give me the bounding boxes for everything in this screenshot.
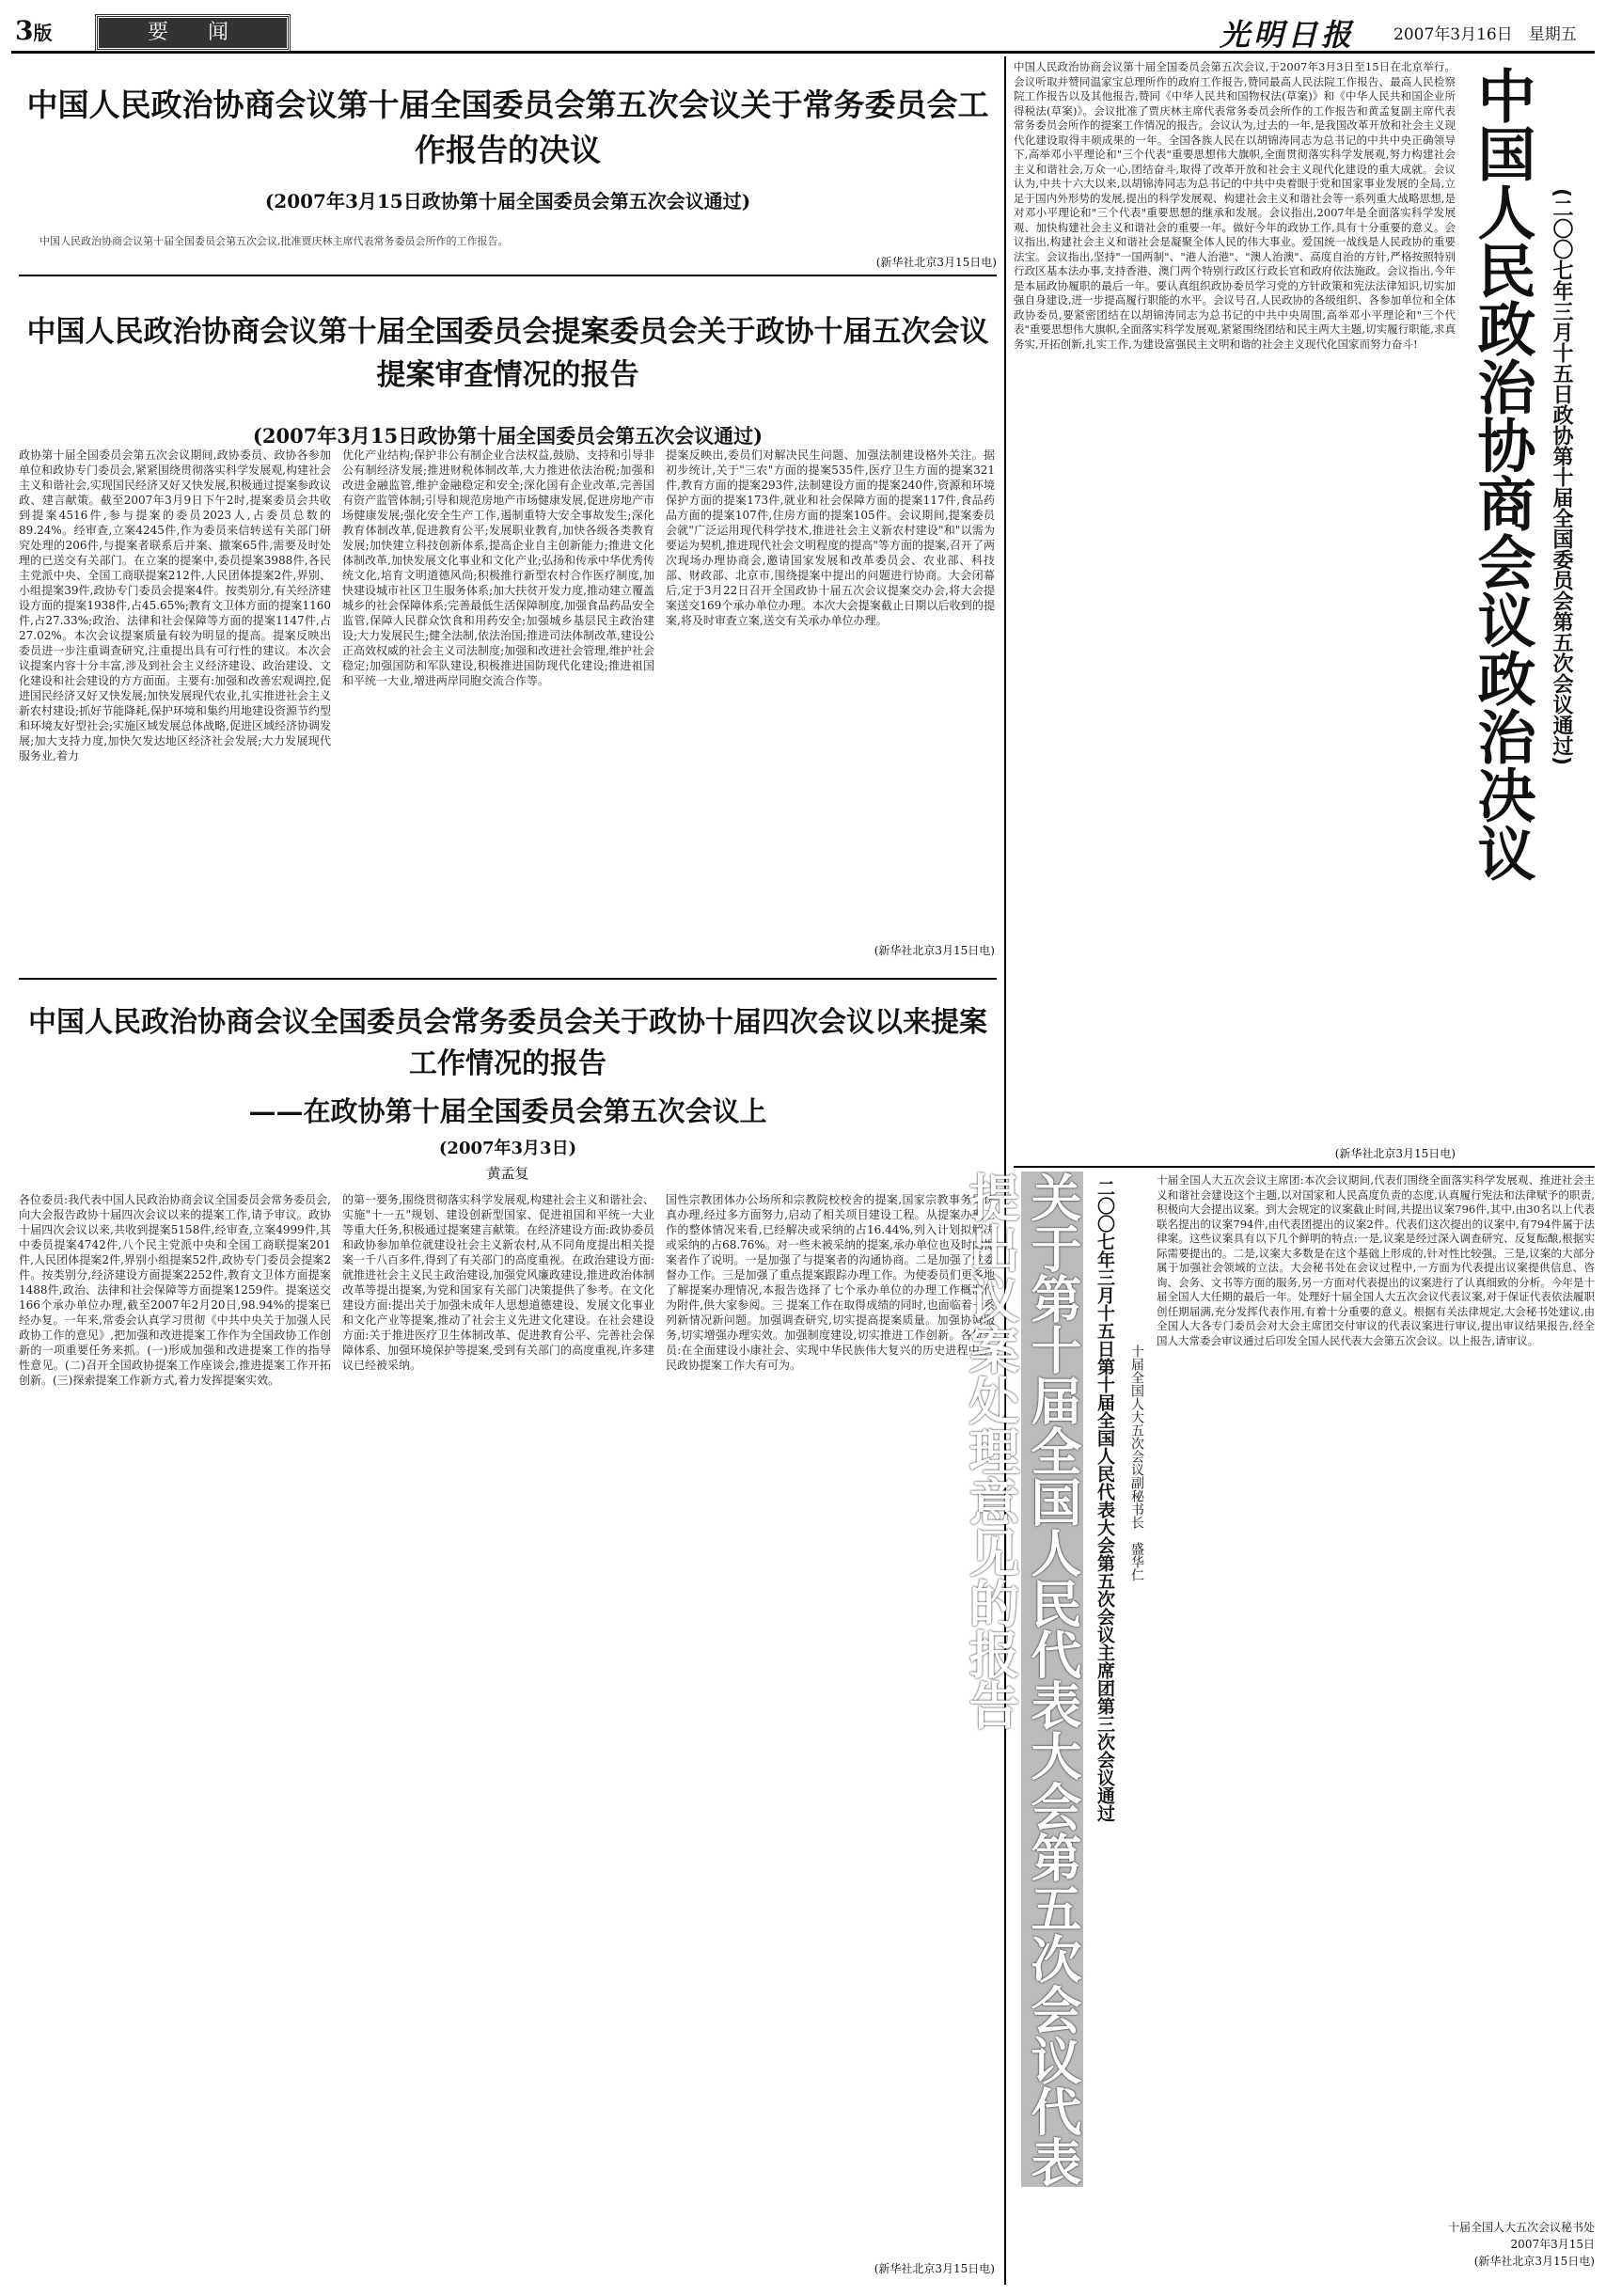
article-political-resolution-title: 中国人民政治协商会议政治决议 <box>1468 66 1536 882</box>
issue-date: 2007年3月16日 星期五 <box>1393 25 1577 44</box>
article-title: 中国人民政治协商会议第十届全国委员会第五次会议关于常务委员会工作报告的决议 <box>26 86 989 168</box>
section-rule <box>19 978 997 980</box>
article-npc-proposals-subtitle: 二〇〇七年三月十五日第十届全国人民代表大会第五次会议主席团第三次会议通过 <box>1094 1179 1115 1822</box>
section-label: 要 闻 <box>96 15 290 51</box>
article-political-resolution-body: 中国人民政治协商会议第十届全国委员会第五次会议,于2007年3月3日至15日在北京举行。会议听取并赞同温家宝总理所作的政府工作报告,赞同最高人民法院工作报告、最高人民检察院工作报告以及其他报告,赞同《中华人民共和国物权法(草案)》和《中华人民共和国企业所得税法(草案)》。会议批准了贾庆林主席代表常务委员会所作的工作报告和黄孟复副主席代表常务委员会所作的提案工作情况的报告。会议认为,过去的一年,是我国改革开放和社会主义现代化建设取得丰硕成果的一年。全国各族人民在以胡锦涛同志为总书记的中共中央正确领导下,高举邓小平理论和"三个代表"重要思想伟大旗帜,全面贯彻落实科学发展观,努力构建社会主义和谐社会,万众一心,团结奋斗,取得了改革开放和社会主义现代化建设的重大成就。会议认为,中共十六大以来,以胡锦涛同志为总书记的中共中央着眼于党和国家事业发展的全局,立足于国内外形势的发展,提出的科学发展观、构建社会主义和谐社会等一系列重大战略思想,是对邓小平理论和"三个代表"重要思想的继承和发展。会议指出,2007年是全面落实科学发展观、加快构建社会主义和谐社会的重要一年。做好今年的政协工作,具有十分重要的意义。会议指出,构建社会主义和谐社会是凝聚全体人民的伟大事业。爱国统一战线是人民政协的重要法宝。会议指出,坚持"一国两制"、"港人治港"、"澳人治澳"、高度自治的方针,严格按照特别行政区基本法办事,支持香港、澳门两个特别行政区行政长官和政府依法施政。会议指出,今年是本届政协履职的最后一年。要认真组织政协委员学习党的方针政策和宪法法律知识,切实加强自身建设,进一步提高履行职能的水平。会议号召,人民政协的各级组织、各参加单位和全体政协委员,要紧密团结在以胡锦涛同志为总书记的中共中央周围,高举邓小平理论和"三个代表"重要思想伟大旗帜,全面落实科学发展观,紧紧围绕团结和民主两大主题,切实履行职能,求真务实,开拓创新,扎实工作,为建设富强民主文明和谐的社会主义现代化国家而努力奋斗! <box>1014 60 1456 351</box>
article-column-2: 的第一要务,围绕贯彻落实科学发展观,构建社会主义和谐社会、实施"十一五"规划、建设创新型国家、促进祖国和平统一大业等重大任务,积极通过提案建言献策。在经济建设方面:政协委员和政协参加单位就建设社会主义新农村,从不同角度提出相关提案一千八百多件,得到了有关部门的高度重视。在政治建设方面:就推进社会主义民主政治建设,加强党风廉政建设,推进政治体制改革等提出提案,为党和国家有关部门决策提供了参考。在文化建设方面:提出关于加强未成年人思想道德建设、发展文化事业和文化产业等提案,推动了社会主义先进文化建设。在社会建设方面:关于推进医疗卫生体制改革、促进教育公平、完善社会保障体系、加强环境保护等提案,受到有关部门的高度重视,许多建议已经被采纳。 <box>342 1193 654 1372</box>
news-agency-tag: (新华社北京3月15日电) <box>1334 1147 1456 1160</box>
article-column-3: 国性宗教团体办公场所和宗教院校校舍的提案,国家宗教事务局认真办理,经过多方面努力,启动了相关项目建设工程。从提案办理工作的整体情况来看,已经解决或采纳的占16.44%,列入计划拟解决或采纳的占68.76%。对一些未被采纳的提案,承办单位也及时向提案者作了说明。一是加强了与提案者的沟通协商。二是加强了党委督办工作。三是加强了重点提案跟踪办理工作。为使委员们更多地了解提案办理情况,本报告选择了七个承办单位的办理工作概况作为附件,供大家参阅。三 提案工作在取得成绩的同时,也面临着一系列新情况新问题。加强调查研究,切实提高提案质量。加强协调服务,切实增强办理实效。加强制度建设,切实推进工作创新。各位委员:在全面建设小康社会、实现中华民族伟大复兴的历史进程中,人民政协提案工作大有可为。 <box>666 1193 995 1372</box>
article-date: (2007年3月3日) <box>438 1139 577 1158</box>
signature-org: 十届全国人大五次会议秘书处 <box>1447 2221 1595 2234</box>
news-agency-tag: (新华社北京3月15日电) <box>874 944 995 957</box>
article-npc-proposals-author: 十届全国人大五次会议副秘书长 盛华仁 <box>1129 1345 1144 1581</box>
news-agency-tag: (新华社北京3月15日电) <box>874 2262 995 2275</box>
article-column-1: 政协第十届全国委员会第五次会议期间,政协委员、政协各参加单位和政协专门委员会,紧紧围绕贯彻落实科学发展观,构建社会主义和谐社会,实现国民经济又好又快发展,积极通过提案参政议政、建言献策。截至2007年3月9日下午2时,提案委员会共收到提案4516件,参与提案的委员2023人,占委员总数的89.24%。经审查,立案4245件,作为委员来信转送有关部门研究处理的206件,与提案者联系后并案、撤案65件,需要及时处理的已送交有关部门。在立案的提案中,委员提案3988件,各民主党派中央、全国工商联提案212件,人民团体提案2件,界别、小组提案39件,政协专门委员会提案4件。按类别分,有关经济建设方面的提案1938件,占45.65%;教育文卫体方面的提案1160件,占27.33%;政治、法律和社会保障等方面的提案1147件,占27.02%。本次会议提案质量有较为明显的提高。提案反映出委员进一步注重调查研究,注重提出具有可行性的建议。本次会议提案内容十分丰富,涉及到社会主义经济建设、政治建设、文化建设和社会建设的方方面面。主要有:加强和改善宏观调控,促进国民经济又好又快发展;加快发展现代农业,扎实推进社会主义新农村建设;抓好节能降耗,保护环境和集约用地建设资源节约型和环境友好型社会;实施区域发展总体战略,促进区域经济协调发展;加大支持力度,加快欠发达地区经济社会发展;大力发展现代服务业,着力 <box>19 448 331 763</box>
article-proposal-work-report <box>19 1002 997 1183</box>
article-column-3: 提案反映出,委员们对解决民生问题、加强法制建设格外关注。据初步统计,关于"三农"方面的提案535件,医疗卫生方面的提案321件,教育方面的提案293件,法制建设方面的提案240件,资源和环境保护方面的提案173件,就业和社会保障方面的提案117件,食品药品方面的提案107件,住房方面的提案105件。会议期间,提案委员会就"广泛运用现代科学技术,推进社会主义新农村建设"和"以需为要运为契机,推进现代社会文明程度的提高"等方面的提案,召开了两次现场办理协商会,邀请国家发展和改革委员会、农业部、科技部、财政部、北京市,围绕提案中提出的问题进行协商。大会闭幕后,定于3月22日召开全国政协十届五次会议提案交办会,将大会提案送交169个承办单位办理。本次大会提案截止日期以后收到的提案,将及时审查立案,送交有关承办单位办理。 <box>666 448 995 627</box>
article-proposal-review-report <box>19 310 997 449</box>
article-column-1: 各位委员:我代表中国人民政治协商会议全国委员会常务委员会,向大会报告政协十届四次会议以来的提案工作,请予审议。政协十届四次会议以来,共收到提案5158件,经审查,立案4999件,其中委员提案4742件,八个民主党派中央和全国工商联提案201件,人民团体提案2件,界别小组提案52件,政协专门委员会提案2件。按类别分,经济建设方面提案2252件,教育文卫体方面提案1488件,政治、法律和社会保障等方面提案1259件。提案送交166个承办单位办理,截至2007年2月20日,98.94%的提案已经办复。一年来,常委会认真学习贯彻《中共中央关于加强人民政协工作的意见》,把加强和改进提案工作作为全国政协工作创新的一项重要任务来抓。(一)形成加强和改进提案工作的指导性意见。(二)召开全国政协提案工作座谈会,推进提案工作开拓创新。(三)探索提案工作新方式,着力发挥提案实效。 <box>19 1193 331 1387</box>
section-rule <box>19 275 997 276</box>
article-political-resolution-subtitle: (二〇〇七年三月十五日政协第十届全国委员会第五次会议通过) <box>1550 188 1573 766</box>
article-resolution-work-report <box>19 83 997 270</box>
news-agency-tag: (新华社北京3月15日电) <box>875 256 997 269</box>
column-divider <box>1004 56 1006 2285</box>
page-number-unit: 版 <box>33 22 53 44</box>
masthead <box>11 8 1595 54</box>
article-subtitle: (2007年3月15日政协第十届全国委员会第五次会议通过) <box>252 424 764 448</box>
article-column-2: 优化产业结构;保护非公有制企业合法权益,鼓励、支持和引导非公有制经济发展;推进财税体制改革,大力推进依法治税;加强和改进金融监管,维护金融稳定和安全;深化国有企业改革,完善国有资产监管体制;引导和规范房地产市场健康发展,促进房地产市场健康发展;强化安全生产工作,遏制重特大安全事故发生;深化教育体制改革,促进教育公平;发展职业教育,加快各级各类教育发展;加快建立科技创新体系,提高企业自主创新能力;推进文化体制改革,加快发展文化事业和文化产业;弘扬和传承中华优秀传统文化,培育文明道德风尚;积极推行新型农村合作医疗制度,加快建设城市社区卫生服务体系;加大扶贫开发力度,推动建立覆盖城乡的社会保障体系;完善最低生活保障制度,加强食品药品安全监管,保障人民群众饮食和用药安全;加强城乡基层民主政治建设;大力发展民生;健全法制,依法治国;推进司法体制改革,建设公正高效权威的社会主义司法制度;加强和改进社会管理,维护社会稳定;加强国防和军队建设,积极推进国防现代化建设;推进祖国和平统一大业,增进两岸同胞交流合作等。 <box>342 448 654 687</box>
page-number-value: 3 <box>15 15 34 46</box>
article-npc-proposals-title: 关于第十届全国人民代表大会第五次会议代表提出议案处理意见的报告 <box>961 1172 1082 2187</box>
article-title: 中国人民政治协商会议第十届全国委员会提案委员会关于政协十届五次会议提案审查情况的报告 <box>26 315 989 392</box>
article-body: 中国人民政治协商会议第十届全国委员会第五次会议,批准贾庆林主席代表常务委员会所作的工作报告。 <box>39 235 509 247</box>
paper-name: 光明日报 <box>1220 17 1356 53</box>
news-agency-tag: (新华社北京3月15日电) <box>1473 2255 1595 2268</box>
article-author: 黄孟复 <box>486 1165 529 1182</box>
article-subtitle: (2007年3月15日政协第十届全国委员会第五次会议通过) <box>264 190 751 212</box>
article-npc-proposals-body: 十届全国人大五次会议主席团:本次会议期间,代表们围绕全面落实科学发展观、推进社会主义和谐社会建设这个主题,以对国家和人民高度负责的态度,认真履行宪法和法律赋予的职责,积极向大会提出议案。到大会规定的议案截止时间,共提出议案796件,其中,由30名以上代表联名提出的议案794件,由代表团提出的议案2件。代表们这次提出的议案中,有794件属于法律案。这些议案具有以下几个鲜明的特点:一是,议案是经过深入调查研究、反复酝酿,根据实际需要提出的。二是,议案大多数是在这个基础上形成的,针对性比较强。三是,议案的大部分属于加强社会领域的立法。大会秘书处在会议过程中,一方面为代表提出议案提供信息、咨询、会务、文书等方面的服务,另一方面对代表提出的议案进行了认真细致的分析。今年是十届全国人大任期的最后一年。处理好十届全国人大五次会议代表议案,对于保证代表依法履职创任期届满,充分发挥代表作用,有着十分重要的意义。根据有关法律规定,大会秘书处建议,由全国人大各专门委员会对大会主席团交付审议的代表议案进行审议,提出审议结果报告,经全国人大常委会审议通过后印发全国人民代表大会第五次会议。以上报告,请审议。 <box>1157 1173 1595 1347</box>
section-rule <box>1014 1166 1595 1168</box>
signature-date: 2007年3月15日 <box>1510 2238 1595 2251</box>
article-subtitle: ——在政协第十届全国委员会第五次会议上 <box>248 1095 767 1127</box>
article-title: 中国人民政治协商会议全国委员会常务委员会关于政协十届四次会议以来提案工作情况的报告 <box>28 1006 987 1080</box>
page-number <box>15 15 52 46</box>
